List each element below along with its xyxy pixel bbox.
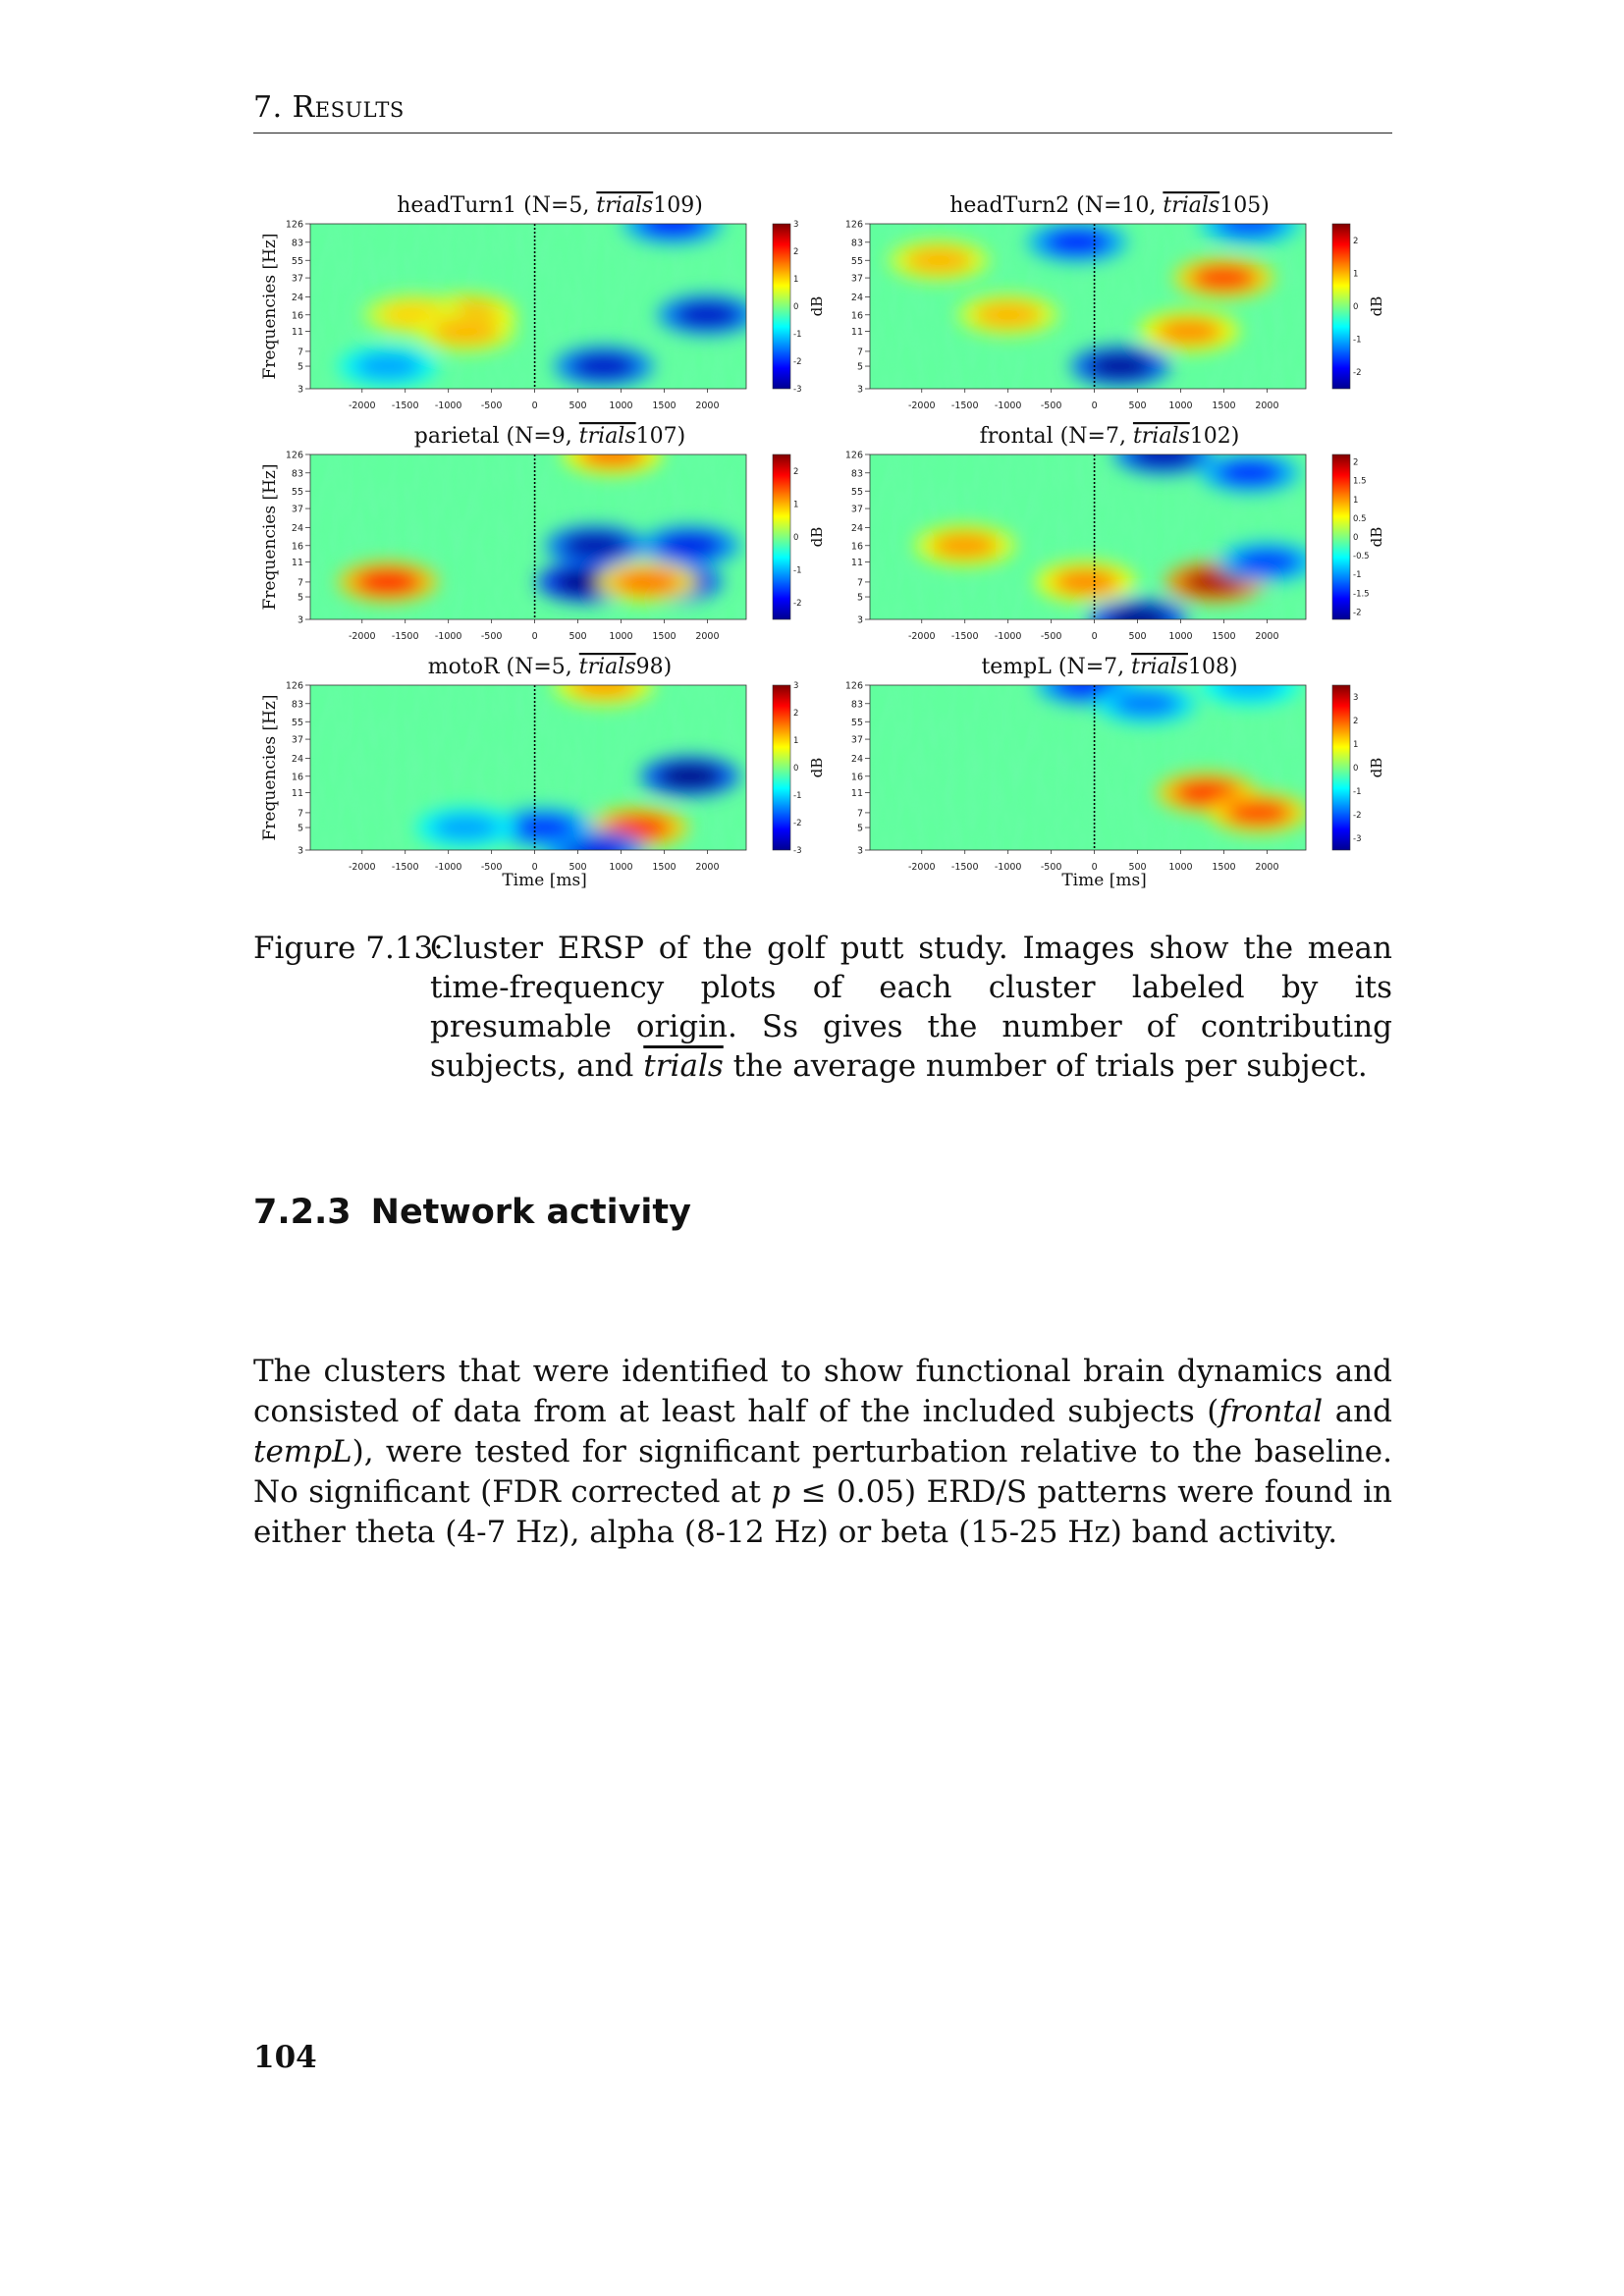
y-tick-label: 83 xyxy=(291,699,303,711)
x-tick-label: 0 xyxy=(1091,400,1098,411)
colorbar xyxy=(1332,454,1350,619)
y-tick-label: 55 xyxy=(291,486,303,498)
colorbar-tick-label: 1 xyxy=(1353,740,1359,750)
panel-title-trials: trials xyxy=(1131,655,1188,679)
colorbar-label: dB xyxy=(1368,757,1385,778)
x-tick-label: 2000 xyxy=(695,631,720,642)
panel-title-name: headTurn2 (N=10, xyxy=(949,193,1164,218)
x-tick-label: 1500 xyxy=(1212,400,1236,411)
y-tick-label: 16 xyxy=(850,310,863,322)
y-tick-label: 126 xyxy=(844,680,863,692)
colorbar-tick-label: 2 xyxy=(1353,457,1359,468)
panel-title-trials-value: 102) xyxy=(1189,424,1240,449)
y-tick-label: 3 xyxy=(297,614,303,626)
y-tick-label: 126 xyxy=(844,450,863,461)
heatmap-blob xyxy=(354,353,421,379)
heatmap-blob xyxy=(905,247,972,273)
y-tick-label: 7 xyxy=(297,577,303,589)
y-tick-label: 37 xyxy=(850,273,863,285)
y-tick-label: 5 xyxy=(297,361,303,373)
x-tick-label: -500 xyxy=(480,862,503,873)
y-tick-label: 16 xyxy=(291,310,303,322)
colorbar-tick-label: 3 xyxy=(1353,693,1359,703)
y-tick-label: 126 xyxy=(285,680,303,692)
colorbar-tick-label: -1 xyxy=(793,565,802,576)
panel-title-trials-value: 98) xyxy=(635,655,673,679)
y-tick-label: 7 xyxy=(856,577,863,589)
x-tick-label: -1000 xyxy=(994,862,1022,873)
x-tick-label: -500 xyxy=(480,631,503,642)
y-tick-label: 83 xyxy=(850,699,863,711)
x-tick-label: 1500 xyxy=(1212,862,1236,873)
colorbar-tick-label: -0.5 xyxy=(1353,552,1370,562)
x-tick-label: -2000 xyxy=(907,862,936,873)
body-text-1: The clusters that were identified to show functional brain dynamics and consisted of data from at least half of the included subjects ( xyxy=(253,1354,1392,1429)
panel-title-trials: trials xyxy=(1132,424,1190,449)
y-tick-label: 37 xyxy=(291,273,303,285)
x-tick-label: 1000 xyxy=(1168,862,1193,873)
x-tick-label: -500 xyxy=(1040,631,1062,642)
heatmap-blob xyxy=(1053,569,1119,595)
heatmap-field xyxy=(870,434,1317,640)
y-tick-label: 24 xyxy=(850,523,863,535)
heatmap-blob xyxy=(614,569,680,595)
figure-caption xyxy=(253,929,1392,1086)
colorbar-tick-label: -1.5 xyxy=(1353,589,1370,600)
y-tick-label: 24 xyxy=(850,754,863,766)
y-tick-label: 5 xyxy=(856,823,863,834)
colorbar-tick-label: -1 xyxy=(1353,335,1362,346)
heatmap-blob xyxy=(674,302,740,328)
y-tick-label: 37 xyxy=(850,734,863,746)
y-tick-label: 16 xyxy=(291,541,303,553)
x-tick-label: 1000 xyxy=(609,631,633,642)
colorbar-tick-label: 2 xyxy=(1353,717,1359,726)
x-tick-label: 2000 xyxy=(695,400,720,411)
y-tick-label: 3 xyxy=(297,845,303,857)
colorbar-tick-label: 3 xyxy=(793,681,799,691)
colorbar-tick-label: 1 xyxy=(793,500,799,510)
y-tick-label: 11 xyxy=(850,788,863,800)
y-tick-label: 24 xyxy=(291,754,303,766)
x-tick-label: 2000 xyxy=(1255,400,1279,411)
body-italic-p: p xyxy=(771,1474,791,1510)
x-tick-label: -2000 xyxy=(348,631,376,642)
caption-label: Figure 7.13: xyxy=(253,931,444,966)
y-tick-label: 37 xyxy=(291,734,303,746)
colorbar-tick-label: -1 xyxy=(793,791,802,801)
section-number: 7.2.3 xyxy=(253,1193,352,1232)
y-tick-label: 3 xyxy=(856,384,863,396)
colorbar-tick-label: -1 xyxy=(1353,787,1362,797)
colorbar-tick-label: 1 xyxy=(1353,495,1359,506)
colorbar-tick-label: 2 xyxy=(793,709,799,719)
section-title: Network activity xyxy=(370,1193,691,1232)
y-tick-label: 3 xyxy=(297,384,303,396)
x-tick-label: 1500 xyxy=(652,631,677,642)
colorbar-tick-label: 0 xyxy=(1353,302,1359,312)
panel-title-trials: trials xyxy=(596,193,654,218)
y-tick-label: 24 xyxy=(291,293,303,304)
panel-title-trials-value: 107) xyxy=(635,424,686,449)
panel-title xyxy=(397,193,703,218)
colorbar-tick-label: -2 xyxy=(793,357,802,367)
colorbar-tick-label: -3 xyxy=(793,385,802,395)
y-tick-label: 55 xyxy=(850,486,863,498)
y-tick-label: 5 xyxy=(856,592,863,604)
y-axis-label: Frequencies [Hz] xyxy=(260,694,280,841)
y-tick-label: 11 xyxy=(850,558,863,569)
y-tick-label: 11 xyxy=(291,558,303,569)
heatmap-blob xyxy=(354,569,421,595)
panel-title-trials-value: 105) xyxy=(1219,193,1270,218)
y-tick-label: 83 xyxy=(291,238,303,249)
heatmap-blob xyxy=(1233,550,1300,575)
y-tick-label: 126 xyxy=(285,450,303,461)
x-axis-label: Time [ms] xyxy=(502,871,587,890)
y-tick-label: 7 xyxy=(856,347,863,358)
colorbar-tick-label: 0 xyxy=(1353,764,1359,774)
heatmap-blob xyxy=(1087,353,1154,379)
colorbar-tick-label: 2 xyxy=(793,466,799,477)
x-tick-label: -1500 xyxy=(950,400,979,411)
heatmap-blob xyxy=(932,533,999,559)
y-axis-label: Frequencies [Hz] xyxy=(260,463,280,611)
running-header xyxy=(253,90,405,125)
colorbar-tick-label: 0 xyxy=(793,764,799,774)
x-tick-label: 2000 xyxy=(1255,631,1279,642)
x-tick-label: 0 xyxy=(1091,631,1098,642)
x-tick-label: -1000 xyxy=(434,862,462,873)
x-tick-label: 0 xyxy=(531,631,538,642)
colorbar-tick-label: -2 xyxy=(793,819,802,828)
y-tick-label: 37 xyxy=(850,504,863,515)
body-text-3: ), were tested for significant perturbation relative to the baseline. No significant (FDR corrected at xyxy=(253,1434,1392,1510)
panel-title xyxy=(949,193,1270,218)
colorbar-tick-label: -1 xyxy=(793,330,802,340)
y-tick-label: 24 xyxy=(850,293,863,304)
panel-title xyxy=(980,424,1240,449)
panel-title-trials-value: 109) xyxy=(653,193,703,218)
caption-text-part-1: Cluster ERSP of the golf putt study. Images show the mean time-frequency plots of each cluster labeled by its presumable origin. Ss gives the number of contributing subjects, and xyxy=(430,931,1392,1084)
x-tick-label: 0 xyxy=(1091,862,1098,873)
heatmap-blob xyxy=(432,815,499,840)
x-tick-label: -500 xyxy=(1040,400,1062,411)
heatmap-blob xyxy=(657,764,724,789)
x-tick-label: 500 xyxy=(1128,862,1147,873)
colorbar-tick-label: 0 xyxy=(793,533,799,543)
y-tick-label: 7 xyxy=(297,808,303,820)
y-tick-label: 83 xyxy=(850,468,863,480)
colorbar xyxy=(773,454,790,619)
colorbar-tick-label: -3 xyxy=(1353,834,1362,844)
x-tick-label: 1500 xyxy=(652,862,677,873)
colorbar-tick-label: 1 xyxy=(793,736,799,746)
body-paragraph xyxy=(253,1352,1392,1553)
colorbar xyxy=(1332,224,1350,389)
heatmap-blob xyxy=(510,815,576,840)
y-tick-label: 5 xyxy=(297,823,303,834)
colorbar-tick-label: 2 xyxy=(1353,236,1359,246)
y-tick-label: 126 xyxy=(844,219,863,231)
y-tick-label: 83 xyxy=(291,468,303,480)
heatmap-blob xyxy=(1112,691,1179,717)
body-text-2: and xyxy=(1323,1394,1392,1429)
heatmap-field xyxy=(870,665,1309,850)
x-tick-label: -1500 xyxy=(950,631,979,642)
y-tick-label: 55 xyxy=(291,255,303,267)
y-tick-label: 3 xyxy=(856,614,863,626)
x-tick-label: -1500 xyxy=(391,862,419,873)
heatmap-blob xyxy=(562,533,628,559)
panel-motoR xyxy=(260,655,826,890)
colorbar xyxy=(773,224,790,389)
y-tick-label: 55 xyxy=(850,255,863,267)
caption-text xyxy=(430,929,1392,1086)
x-tick-label: -2000 xyxy=(907,631,936,642)
panel-title-trials-value: 108) xyxy=(1187,655,1238,679)
colorbar xyxy=(773,685,790,850)
x-tick-label: 0 xyxy=(531,862,538,873)
y-tick-label: 11 xyxy=(291,788,303,800)
x-tick-label: -2000 xyxy=(348,862,376,873)
caption-trials-symbol: trials xyxy=(643,1048,724,1084)
x-tick-label: 1500 xyxy=(652,400,677,411)
heatmap-field xyxy=(310,665,746,871)
panel-title xyxy=(981,655,1237,679)
x-tick-label: -2000 xyxy=(348,400,376,411)
panel-title-name: headTurn1 (N=5, xyxy=(397,193,597,218)
y-tick-label: 16 xyxy=(850,541,863,553)
x-tick-label: 1000 xyxy=(609,400,633,411)
x-tick-label: -1500 xyxy=(391,400,419,411)
x-tick-label: -1000 xyxy=(434,400,462,411)
y-tick-label: 7 xyxy=(297,347,303,358)
chapter-number: 7. xyxy=(253,90,283,125)
x-tick-label: -1000 xyxy=(994,631,1022,642)
heatmap-blob xyxy=(1225,800,1292,826)
colorbar-tick-label: 2 xyxy=(793,247,799,257)
y-tick-label: 24 xyxy=(291,523,303,535)
heatmap-blob xyxy=(1190,265,1257,291)
x-tick-label: 500 xyxy=(568,400,587,411)
x-tick-label: 500 xyxy=(568,631,587,642)
y-tick-label: 83 xyxy=(850,238,863,249)
colorbar-tick-label: 0 xyxy=(793,302,799,312)
panel-title-name: parietal (N=9, xyxy=(413,424,579,449)
heatmap-field xyxy=(310,203,757,389)
colorbar-label: dB xyxy=(808,295,826,317)
colorbar-tick-label: 3 xyxy=(793,220,799,230)
x-tick-label: 1000 xyxy=(609,862,633,873)
panel-title xyxy=(428,655,672,679)
heatmap-blob xyxy=(1156,319,1222,345)
y-tick-label: 55 xyxy=(291,717,303,728)
x-tick-label: -500 xyxy=(1040,862,1062,873)
panel-title-name: tempL (N=7, xyxy=(981,655,1132,679)
colorbar-label: dB xyxy=(808,757,826,778)
x-tick-label: -1000 xyxy=(994,400,1022,411)
x-tick-label: 1000 xyxy=(1168,631,1193,642)
x-tick-label: -1500 xyxy=(391,631,419,642)
x-tick-label: -2000 xyxy=(907,400,936,411)
colorbar-label: dB xyxy=(808,526,826,548)
y-tick-label: 126 xyxy=(285,219,303,231)
colorbar-tick-label: 0.5 xyxy=(1353,513,1367,524)
colorbar-tick-label: 1.5 xyxy=(1353,476,1367,487)
y-tick-label: 3 xyxy=(856,845,863,857)
y-tick-label: 11 xyxy=(850,327,863,339)
heatmap-blob xyxy=(975,302,1042,328)
ersp-figure xyxy=(253,183,1392,899)
colorbar-tick-label: -2 xyxy=(793,599,802,610)
panel-title-trials: trials xyxy=(578,424,636,449)
heatmap-blob xyxy=(1044,230,1110,255)
heatmap-blob xyxy=(657,533,724,559)
colorbar-tick-label: -3 xyxy=(793,846,802,856)
x-axis-label: Time [ms] xyxy=(1061,871,1147,890)
heatmap-blob xyxy=(1217,460,1283,486)
heatmap-blob xyxy=(570,353,637,379)
section-heading xyxy=(253,1193,691,1232)
y-axis-label: Frequencies [Hz] xyxy=(260,233,280,380)
colorbar-tick-label: 0 xyxy=(1353,533,1359,543)
x-tick-label: 500 xyxy=(1128,631,1147,642)
panel-title-trials: trials xyxy=(1163,193,1220,218)
colorbar-label: dB xyxy=(1368,526,1385,548)
caption-text-part-2: the average number of trials per subject. xyxy=(732,1048,1368,1084)
colorbar-tick-label: -2 xyxy=(1353,608,1362,618)
y-tick-label: 7 xyxy=(856,808,863,820)
x-tick-label: 500 xyxy=(568,862,587,873)
y-tick-label: 55 xyxy=(850,717,863,728)
x-tick-label: 1500 xyxy=(1212,631,1236,642)
y-tick-label: 11 xyxy=(291,327,303,339)
panel-title-name: motoR (N=5, xyxy=(427,655,579,679)
panel-title-trials: trials xyxy=(578,655,636,679)
x-tick-label: 1000 xyxy=(1168,400,1193,411)
x-tick-label: 0 xyxy=(531,400,538,411)
panel-headTurn2 xyxy=(845,193,1385,411)
x-tick-label: -500 xyxy=(480,400,503,411)
x-tick-label: 2000 xyxy=(1255,862,1279,873)
colorbar-tick-label: -2 xyxy=(1353,368,1362,379)
panel-frontal xyxy=(845,424,1385,642)
y-tick-label: 16 xyxy=(291,772,303,783)
colorbar-label: dB xyxy=(1368,295,1385,317)
panel-headTurn1 xyxy=(260,193,826,411)
page-number: 104 xyxy=(253,2040,317,2075)
body-italic-templ: tempL xyxy=(253,1434,352,1469)
y-tick-label: 37 xyxy=(291,504,303,515)
heatmap-field xyxy=(310,434,746,619)
y-tick-label: 5 xyxy=(297,592,303,604)
heatmap-field xyxy=(870,203,1306,389)
heatmap-blob xyxy=(432,319,499,345)
panel-tempL xyxy=(845,655,1385,890)
x-tick-label: -1500 xyxy=(950,862,979,873)
body-italic-frontal: frontal xyxy=(1218,1394,1324,1429)
colorbar xyxy=(1332,685,1350,850)
chapter-title: Results xyxy=(292,90,405,125)
x-tick-label: 500 xyxy=(1128,400,1147,411)
x-tick-label: 2000 xyxy=(695,862,720,873)
colorbar-tick-label: -2 xyxy=(1353,811,1362,821)
colorbar-tick-label: 1 xyxy=(1353,269,1359,280)
panel-title-name: frontal (N=7, xyxy=(979,424,1133,449)
y-tick-label: 16 xyxy=(850,772,863,783)
panel-title xyxy=(414,424,685,449)
body-text-4: ≤ 0.05) ERD/S patterns were found in either theta (4-7 Hz), alpha (8-12 Hz) or beta (15-25 Hz) band activity. xyxy=(253,1474,1392,1550)
x-tick-label: -1000 xyxy=(434,631,462,642)
colorbar-tick-label: 1 xyxy=(793,275,799,285)
colorbar-tick-label: -1 xyxy=(1353,570,1362,581)
panel-parietal xyxy=(260,424,826,642)
y-tick-label: 5 xyxy=(856,361,863,373)
